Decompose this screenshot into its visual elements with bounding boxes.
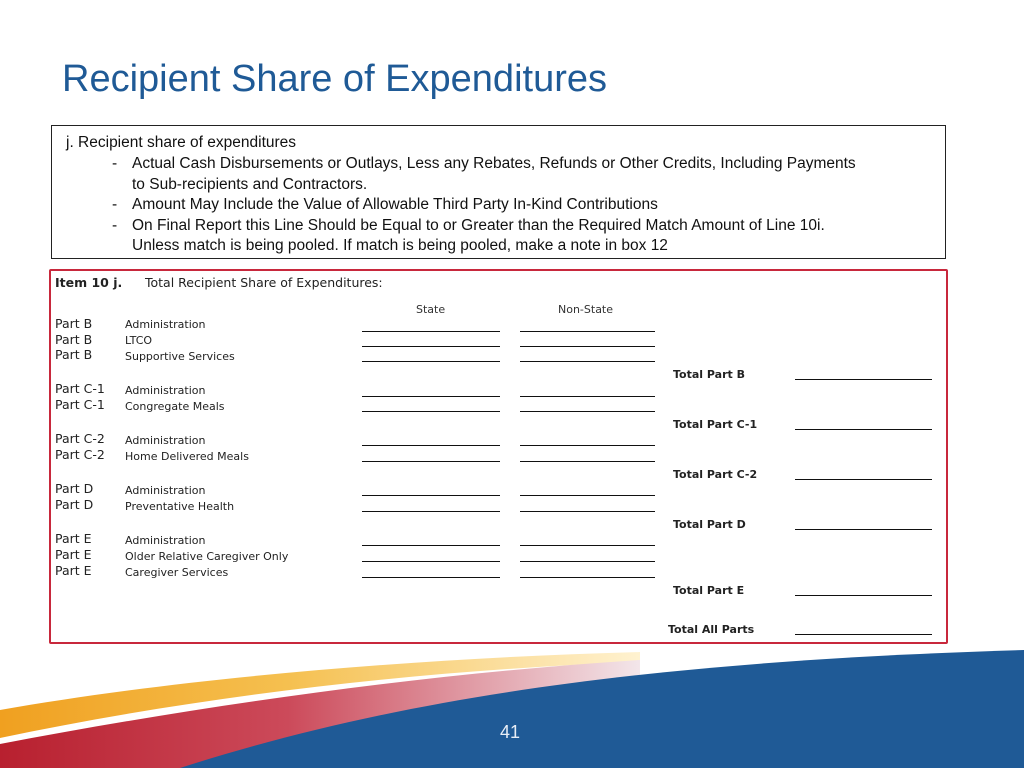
state-blank-line[interactable]: [362, 361, 500, 362]
non-state-blank-line[interactable]: [520, 411, 655, 412]
row-part: Part E: [55, 547, 92, 562]
state-blank-line[interactable]: [362, 577, 500, 578]
total-label: Total Part B: [673, 368, 745, 381]
bullet-3: [112, 217, 825, 235]
row-description: Administration: [125, 384, 206, 397]
state-blank-line[interactable]: [362, 331, 500, 332]
bullet-dash: -: [112, 155, 118, 172]
total-blank-line[interactable]: [795, 634, 932, 635]
page-number: 41: [500, 722, 521, 742]
row-part: Part D: [55, 481, 94, 496]
total-label: Total Part D: [673, 518, 746, 531]
state-blank-line[interactable]: [362, 561, 500, 562]
bullet-text: Amount May Include the Value of Allowable Third Party In-Kind Contributions: [132, 196, 658, 213]
non-state-blank-line[interactable]: [520, 346, 655, 347]
non-state-blank-line[interactable]: [520, 331, 655, 332]
bullet-1: [112, 155, 856, 173]
row-part: Part E: [55, 531, 92, 546]
total-blank-line[interactable]: [795, 429, 932, 430]
non-state-blank-line[interactable]: [520, 361, 655, 362]
slide-title: Recipient Share of Expenditures: [62, 58, 607, 100]
decorative-swoosh: [0, 640, 1024, 768]
row-description: Older Relative Caregiver Only: [125, 550, 289, 563]
total-blank-line[interactable]: [795, 479, 932, 480]
row-part: Part D: [55, 497, 94, 512]
state-blank-line[interactable]: [362, 545, 500, 546]
item-title: Total Recipient Share of Expenditures:: [145, 275, 383, 290]
non-state-blank-line[interactable]: [520, 545, 655, 546]
column-header-non-state: Non-State: [558, 303, 614, 316]
form-image: [49, 269, 948, 644]
state-blank-line[interactable]: [362, 396, 500, 397]
row-description: Administration: [125, 318, 206, 331]
state-blank-line[interactable]: [362, 411, 500, 412]
bullet-text: On Final Report this Line Should be Equal to or Greater than the Required Match Amount of Line 10i.: [132, 217, 825, 234]
row-part: Part B: [55, 347, 93, 362]
non-state-blank-line[interactable]: [520, 561, 655, 562]
row-part: Part C-2: [55, 447, 105, 462]
description-box: [51, 125, 946, 259]
column-header-state: State: [416, 303, 446, 316]
row-part: Part C-2: [55, 431, 105, 446]
non-state-blank-line[interactable]: [520, 396, 655, 397]
bullet-dash: -: [112, 217, 118, 234]
row-description: Supportive Services: [125, 350, 235, 363]
row-part: Part B: [55, 316, 93, 331]
state-blank-line[interactable]: [362, 445, 500, 446]
row-description: Congregate Meals: [125, 400, 225, 413]
total-label: Total Part C-1: [673, 418, 758, 431]
row-description: Caregiver Services: [125, 566, 229, 579]
state-blank-line[interactable]: [362, 346, 500, 347]
total-label: Total Part E: [673, 584, 745, 597]
description-heading: j. Recipient share of expenditures: [66, 134, 297, 151]
total-label: Total Part C-2: [673, 468, 758, 481]
bullet-3-continued: Unless match is being pooled. If match is being pooled, make a note in box 12: [132, 237, 668, 254]
state-blank-line[interactable]: [362, 511, 500, 512]
row-part: Part C-1: [55, 397, 105, 412]
row-description: Administration: [125, 534, 206, 547]
bullet-text: Actual Cash Disbursements or Outlays, Less any Rebates, Refunds or Other Credits, Including Payments: [132, 155, 856, 172]
total-blank-line[interactable]: [795, 595, 932, 596]
total-blank-line[interactable]: [795, 379, 932, 380]
state-blank-line[interactable]: [362, 461, 500, 462]
non-state-blank-line[interactable]: [520, 495, 655, 496]
row-description: Administration: [125, 484, 206, 497]
non-state-blank-line[interactable]: [520, 445, 655, 446]
row-description: LTCO: [125, 334, 153, 347]
non-state-blank-line[interactable]: [520, 461, 655, 462]
row-description: Home Delivered Meals: [125, 450, 249, 463]
row-part: Part B: [55, 332, 93, 347]
bullet-dash: -: [112, 196, 118, 213]
bullet-1-continued: to Sub-recipients and Contractors.: [132, 176, 368, 193]
total-all-label: Total All Parts: [668, 623, 755, 636]
bullet-2: [112, 196, 658, 214]
total-blank-line[interactable]: [795, 529, 932, 530]
row-part: Part E: [55, 563, 92, 578]
row-description: Preventative Health: [125, 500, 235, 513]
row-description: Administration: [125, 434, 206, 447]
state-blank-line[interactable]: [362, 495, 500, 496]
item-number: Item 10 j.: [55, 275, 123, 290]
non-state-blank-line[interactable]: [520, 511, 655, 512]
row-part: Part C-1: [55, 381, 105, 396]
non-state-blank-line[interactable]: [520, 577, 655, 578]
